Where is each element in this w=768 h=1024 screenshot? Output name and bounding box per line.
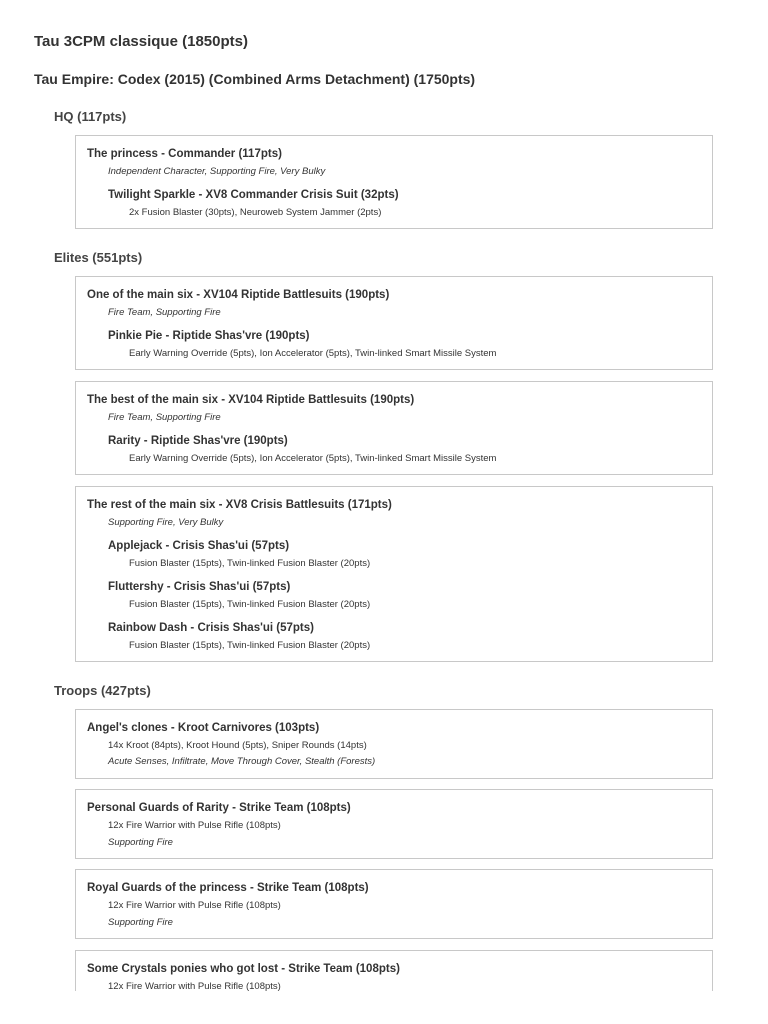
unit-name: Personal Guards of Rarity - Strike Team (108pts) — [87, 802, 351, 814]
unit-wargear: 12x Fire Warrior with Pulse Rifle (108pts) — [108, 820, 281, 831]
unit-wargear: 14x Kroot (84pts), Kroot Hound (5pts), Sniper Rounds (14pts) — [108, 740, 367, 751]
unit-card — [75, 869, 713, 939]
unit-rules: Acute Senses, Infiltrate, Move Through Cover, Stealth (Forests) — [108, 756, 376, 767]
unit-name: One of the main six - XV104 Riptide Battlesuits (190pts) — [87, 289, 390, 301]
model-name: Fluttershy - Crisis Shas'ui (57pts) — [108, 581, 291, 593]
category-elites: Elites (551pts) — [54, 250, 143, 265]
unit-rules: Supporting Fire, Very Bulky — [108, 517, 224, 528]
unit-name: Angel's clones - Kroot Carnivores (103pts) — [87, 722, 320, 734]
unit-wargear: 12x Fire Warrior with Pulse Rifle (108pts) — [108, 900, 281, 911]
category-hq: HQ (117pts) — [54, 109, 127, 124]
unit-rules: Fire Team, Supporting Fire — [108, 307, 221, 318]
unit-card — [75, 709, 713, 779]
unit-wargear: 12x Fire Warrior with Pulse Rifle (108pts) — [108, 981, 281, 991]
unit-rules: Supporting Fire — [108, 917, 173, 928]
model-name: Rainbow Dash - Crisis Shas'ui (57pts) — [108, 622, 314, 634]
unit-card — [75, 950, 713, 991]
unit-name: Some Crystals ponies who got lost - Strike Team (108pts) — [87, 963, 400, 975]
model-name: Pinkie Pie - Riptide Shas'vre (190pts) — [108, 330, 310, 342]
model-wargear: Fusion Blaster (15pts), Twin-linked Fusion Blaster (20pts) — [129, 640, 371, 651]
unit-card — [75, 381, 713, 475]
model-wargear: Early Warning Override (5pts), Ion Accelerator (5pts), Twin-linked Smart Missile System — [129, 348, 497, 359]
unit-rules: Fire Team, Supporting Fire — [108, 412, 221, 423]
unit-name: The best of the main six - XV104 Riptide Battlesuits (190pts) — [87, 394, 415, 406]
unit-card — [75, 276, 713, 370]
unit-card — [75, 789, 713, 859]
unit-name: Royal Guards of the princess - Strike Team (108pts) — [87, 882, 369, 894]
unit-card — [75, 486, 713, 662]
model-wargear: 2x Fusion Blaster (30pts), Neuroweb System Jammer (2pts) — [129, 207, 382, 218]
unit-rules: Independent Character, Supporting Fire, Very Bulky — [108, 166, 326, 177]
detachment-title: Tau Empire: Codex (2015) (Combined Arms Detachment) (1750pts) — [34, 71, 476, 87]
model-name: Rarity - Riptide Shas'vre (190pts) — [108, 435, 288, 447]
unit-rules: Supporting Fire — [108, 837, 173, 848]
model-name: Applejack - Crisis Shas'ui (57pts) — [108, 540, 290, 552]
unit-name: The rest of the main six - XV8 Crisis Battlesuits (171pts) — [87, 499, 392, 511]
model-wargear: Fusion Blaster (15pts), Twin-linked Fusion Blaster (20pts) — [129, 599, 371, 610]
model-wargear: Early Warning Override (5pts), Ion Accelerator (5pts), Twin-linked Smart Missile System — [129, 453, 497, 464]
unit-card — [75, 135, 713, 229]
category-troops: Troops (427pts) — [54, 683, 151, 698]
unit-name: The princess - Commander (117pts) — [87, 148, 282, 160]
model-name: Twilight Sparkle - XV8 Commander Crisis Suit (32pts) — [108, 189, 399, 201]
model-wargear: Fusion Blaster (15pts), Twin-linked Fusion Blaster (20pts) — [129, 558, 371, 569]
roster-title: Tau 3CPM classique (1850pts) — [34, 33, 248, 50]
